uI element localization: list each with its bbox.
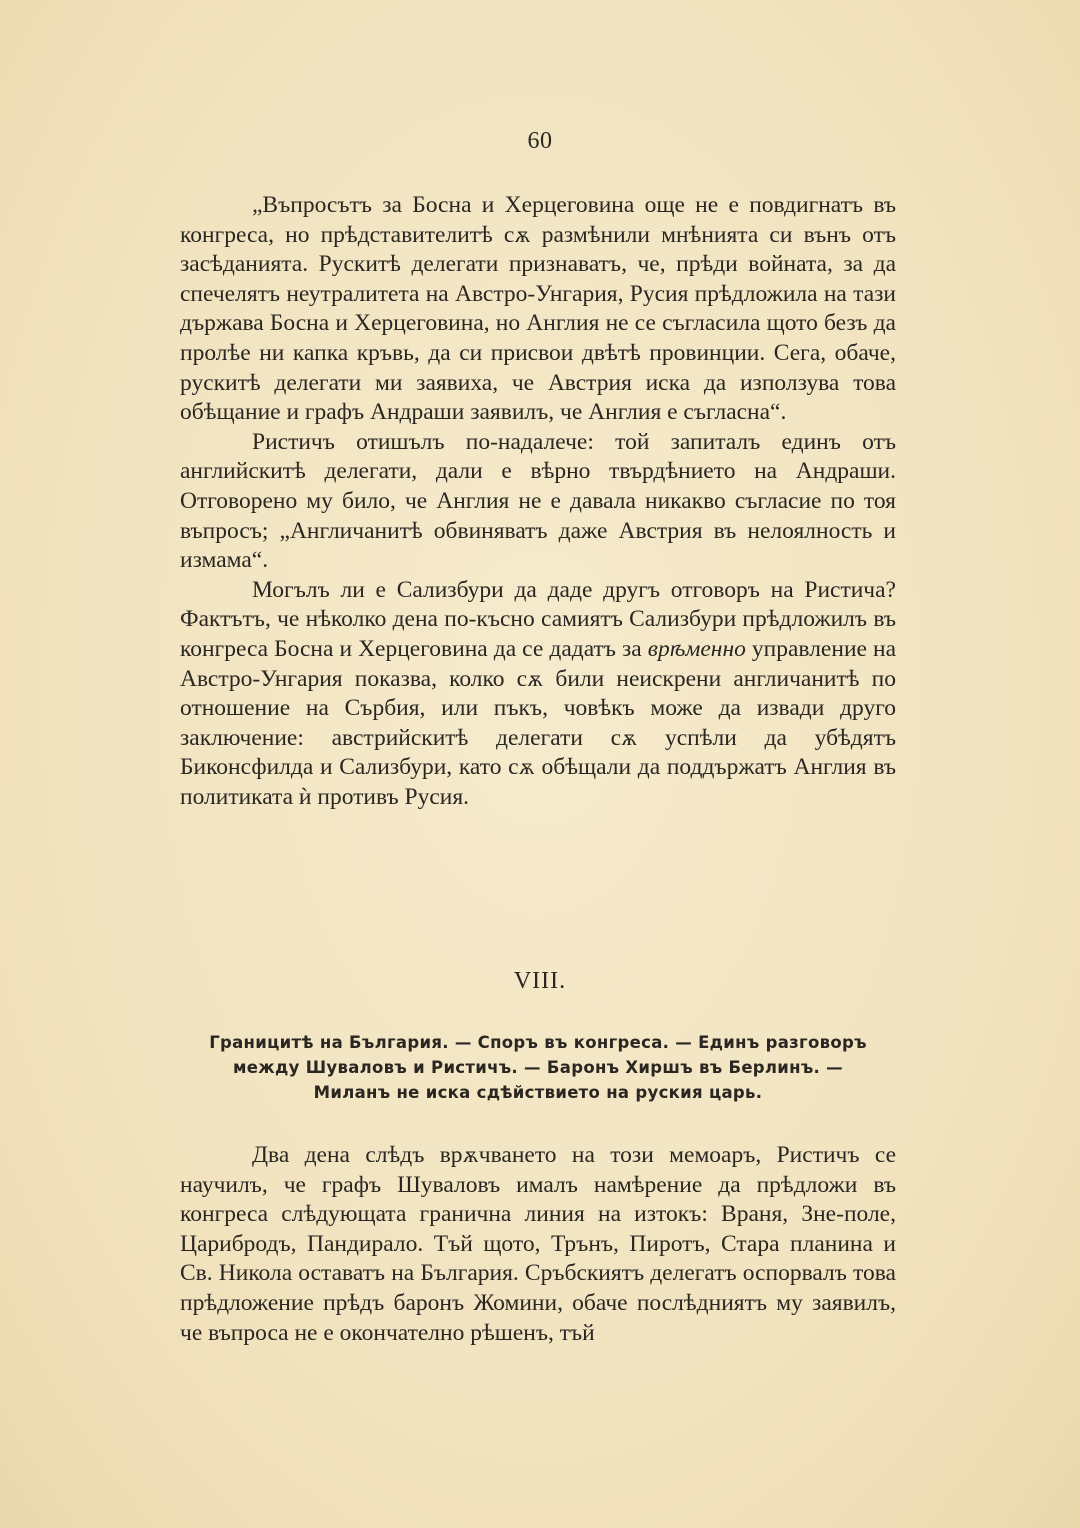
paragraph-salisbury: [180, 576, 896, 813]
main-text-upper: [180, 191, 896, 812]
section-number: VIII.: [513, 968, 567, 994]
chapter-summary-line: Миланъ не иска сдѣйствието на руския царь.: [313, 1083, 763, 1102]
main-text-lower: [180, 1141, 896, 1348]
chapter-summary: [180, 1030, 896, 1105]
page-number: 60: [527, 128, 553, 154]
paragraph-memoir: Два дена слѣдъ врѫчването на този мемоаръ, Ристичъ се научилъ, че графъ Шуваловъ ималъ намѣрение да прѣдложи въ конгреса слѣдующата гранична линия на изтокъ: Враня, Зне-поле, Царибродъ, Пандирало. Тъй щото, Трънъ, Пиротъ, Стара планина и Св. Никола оставатъ на България. Сръбскиятъ делегатъ оспорвалъ това прѣдложение прѣдъ баронъ Жомини, обаче послѣдниятъ му заявилъ, че въпроса не е окончателно рѣшенъ, тъй: [180, 1142, 896, 1346]
paragraph-ristich: Ристичъ отишълъ по-надалече: той запиталъ единъ отъ английскитѣ делегати, дали е вѣрно твърдѣнието на Андраши. Отговорено му било, че Англия не е давала никакво съгласие по тоя въпросъ; „Англичанитѣ обвиняватъ даже Австрия въ нелоялность и измама“.: [180, 428, 896, 574]
italic-emphasis: врѣменно: [647, 635, 746, 662]
chapter-summary-line: между Шуваловъ и Ристичъ. — Баронъ Хиршъ въ Берлинъ. —: [233, 1058, 843, 1077]
paragraph-quote: „Въпросътъ за Босна и Херцеговина още не е повдигнатъ въ конгреса, но прѣдставителитѣ сѫ размѣнили мнѣнията си вънъ отъ засѣданията. Рускитѣ делегати признаватъ, че, прѣди войната, за да спечелятъ неутралитета на Австро-Унгария, Русия прѣдложила на тази държава Босна и Херцеговина, но Англия не се съгласила щото безъ да пролѣе ни капка кръвь, да си присвои двѣтѣ провинции. Сега, обаче, рускитѣ делегати ми заявиха, че Австрия иска да използува това обѣщание и графъ Андраши заявилъ, че Англия е съгласна“.: [180, 192, 896, 426]
chapter-summary-line: Границитѣ на България. — Споръ въ конгреса. — Единъ разговоръ: [209, 1033, 867, 1052]
paragraph-salisbury-part2: управление на Австро-Унгария показва, колко сѫ били неискрени англичанитѣ по отношение на Сърбия, или пъкъ, човѣкъ може да извади друго заключение: австрийскитѣ делегати сѫ успѣли да убѣдятъ Биконсфилда и Сализбури, като сѫ обѣщали да поддържатъ Англия въ политиката ѝ противъ Русия.: [180, 635, 896, 810]
paragraph-salisbury-part1: Могълъ ли е Сализбури да даде другъ отговоръ на Ристича? Фактътъ, че нѣколко дена по-късно самиятъ Сализбури прѣдложилъ въ конгреса Босна и Херцеговина да се дадатъ за: [180, 576, 896, 662]
